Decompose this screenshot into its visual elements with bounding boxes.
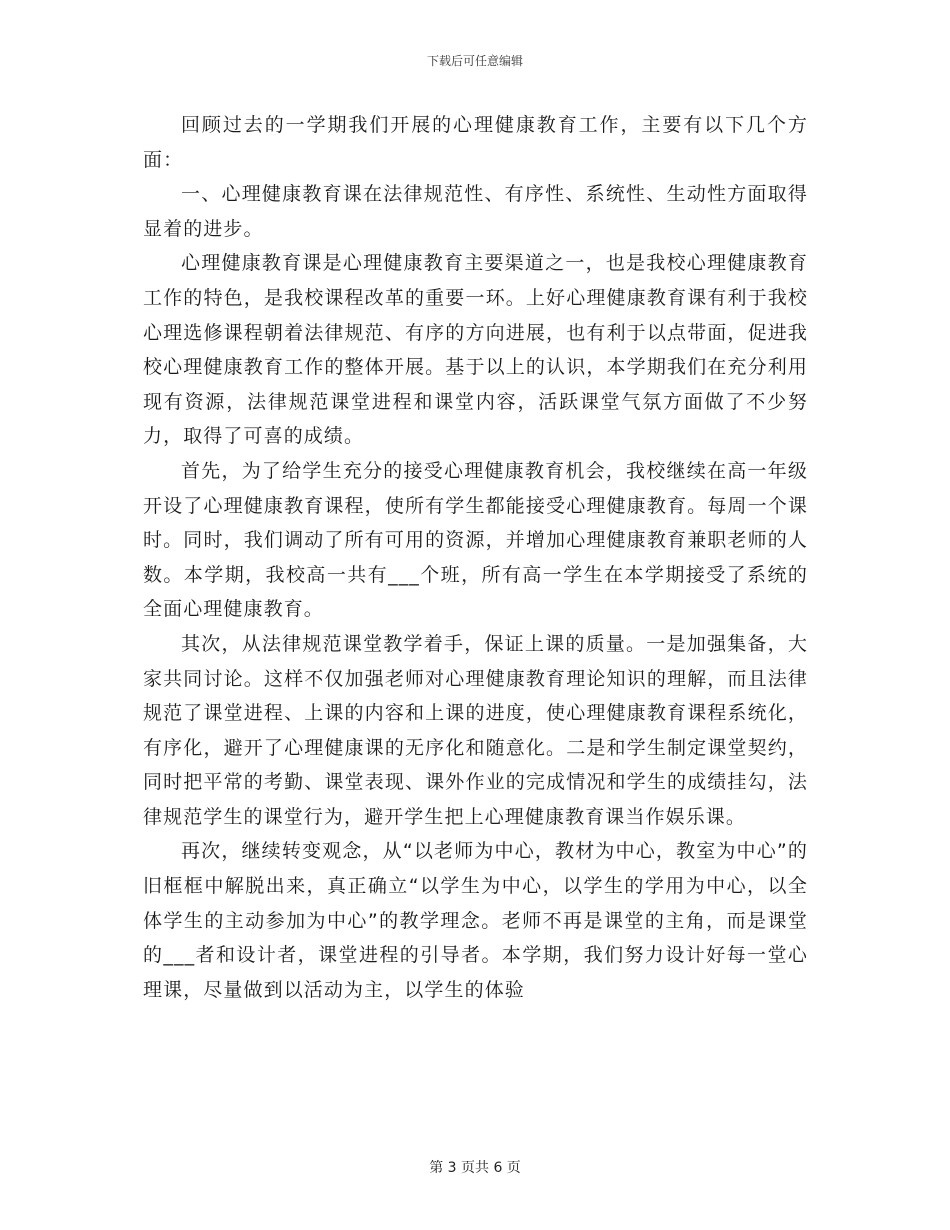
paragraph: 再次，继续转变观念，从“以老师为中心，教材为中心，教室为中心”的旧框框中解脱出来，真正确立“以学生为中心，以学生的学用为中心，以全体学生的主动参加为中心”的教学理念。老师不再是课堂的主角，而是课堂的___者和设计者，课堂进程的引导者。本学期，我们努力设计好每一堂心理课，尽量做到以活动为主，以学生的体验 (143, 840, 808, 1001)
page-number: 第 3 页共 6 页 (429, 1160, 521, 1176)
page-header: 下载后可任意编辑 (426, 54, 523, 68)
paragraph: 心理健康教育课是心理健康教育主要渠道之一，也是我校心理健康教育工作的特色，是我校课程改革的重要一环。上好心理健康教育课有利于我校心理选修课程朝着法律规范、有序的方向进展，也有利于以点带面，促进我校心理健康教育工作的整体开展。基于以上的认识，本学期我们在充分利用现有资源，法律规范课堂进程和课堂内容，活跃课堂气氛方面做了不少努力，取得了可喜的成绩。 (143, 252, 808, 448)
document-body (143, 108, 808, 1007)
paragraph: 其次，从法律规范课堂教学着手，保证上课的质量。一是加强集备，大家共同讨论。这样不仅加强老师对心理健康教育理论知识的理解，而且法律规范了课堂进程、上课的内容和上课的进度，使心理健康教育课程系统化，有序化，避开了心理健康课的无序化和随意化。二是和学生制定课堂契约，同时把平常的考勤、课堂表现、课外作业的完成情况和学生的成绩挂勾，法律规范学生的课堂行为，避开学生把上心理健康教育课当作娱乐课。 (143, 632, 808, 828)
paragraph: 首先，为了给学生充分的接受心理健康教育机会，我校继续在高一年级开设了心理健康教育课程，使所有学生都能接受心理健康教育。每周一个课时。同时，我们调动了所有可用的资源，并增加心理健康教育兼职老师的人数。本学期，我校高一共有___个班，所有高一学生在本学期接受了系统的全面心理健康教育。 (143, 459, 808, 621)
paragraph: 一、心理健康教育课在法律规范性、有序性、系统性、生动性方面取得显着的进步。 (143, 183, 808, 240)
paragraph: 回顾过去的一学期我们开展的心理健康教育工作，主要有以下几个方面： (143, 114, 808, 171)
